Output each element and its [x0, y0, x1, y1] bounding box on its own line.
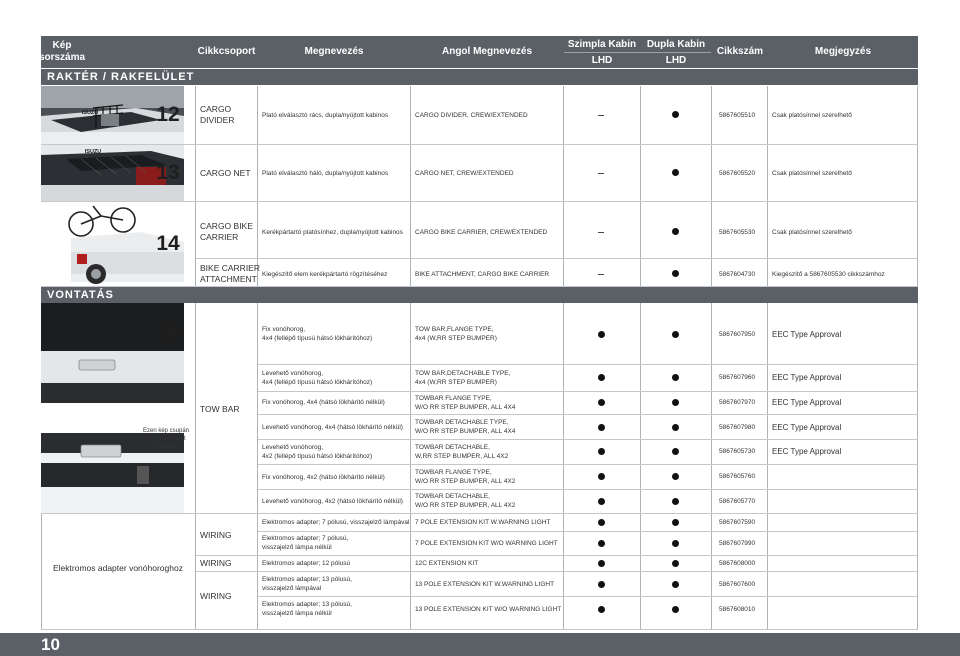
grid-line [257, 303, 258, 629]
electrical-name: Elektromos adapter; 12 pólusú [262, 560, 351, 567]
electrical-part: 5867607600 [719, 581, 756, 588]
electrical-name: Elektromos adapter; 7 pólusú, visszajelző lámpával [262, 519, 410, 526]
single-cab-dot [598, 399, 605, 406]
grid-line [640, 86, 641, 286]
single-cab-dot [598, 519, 605, 526]
cargo-remark: Kiegészítő a 5867605530 cikkszámhoz [772, 271, 885, 278]
towing-name: Levehető vonóhorog, 4x2 (hátsó lökhárító nélkül) [262, 498, 403, 505]
item-number-16: 16 [156, 322, 180, 345]
grid-line [410, 86, 411, 286]
header-english: Angol Megnevezés [441, 46, 533, 57]
grid-line [767, 86, 768, 286]
grid-line [767, 303, 768, 629]
electrical-name: Elektromos adapter; 7 pólusú, [262, 535, 349, 542]
electrical-english: 13 POLE EXTENSION KIT W.WARNING LIGHT [415, 581, 555, 588]
towing-name: Fix vonóhorog, 4x2 (hátsó lökhárító nélkül) [262, 474, 385, 481]
grid-line [410, 303, 411, 629]
grid-line [711, 86, 712, 286]
electrical-name-2: visszajelző lámpával [262, 585, 322, 592]
towing-part: 5867605760 [719, 473, 756, 480]
double-cab-dot [672, 228, 679, 235]
grid-line [258, 464, 918, 465]
grid-line [563, 303, 564, 629]
towing-name: Levehető vonóhorog, [262, 370, 324, 377]
grid-line [258, 489, 918, 490]
towing-name: Fix vonóhorog, [262, 326, 305, 333]
double-cab-dot [672, 399, 679, 406]
cargo-name: Kiegészítő elem kerékpártartó rögzítéséhez [262, 271, 388, 278]
electrical-name: Elektromos adapter; 13 pólusú, [262, 576, 352, 583]
cargo-english: BIKE ATTACHMENT, CARGO BIKE CARRIER [415, 271, 550, 278]
double-cab-dot [672, 331, 679, 338]
towing-part: 5867605730 [719, 448, 756, 455]
single-cab-dash [598, 115, 604, 116]
towing-english-2: W/O RR STEP BUMPER, ALL 4X2 [415, 478, 516, 485]
towing-english-2: W/O RR STEP BUMPER, ALL 4X4 [415, 404, 516, 411]
double-cab-dot [672, 448, 679, 455]
item-number-13: 13 [156, 161, 180, 184]
cargo-category: CARGO BIKE CARRIER [200, 221, 253, 242]
cargo-english: CARGO BIKE CARRIER, CREW/EXTENDED [415, 229, 548, 236]
cargo-part: 5867605530 [719, 229, 756, 236]
cargo-category: CARGO NET [200, 168, 251, 178]
towing-english-2: W/O RR STEP BUMPER, ALL 4X2 [415, 502, 516, 509]
wiring-category: WIRING [200, 530, 232, 540]
single-cab-dot [598, 606, 605, 613]
double-cab-dot [672, 540, 679, 547]
towing-name-2: 4x4 (fellépő típusú hátsó lökhárítóhoz) [262, 379, 373, 386]
towing-name: Levehető vonóhorog, 4x4 (hátsó lökhárító nélkül) [262, 424, 403, 431]
grid-line [41, 629, 918, 630]
cargo-english: CARGO DIVIDER, CREW/EXTENDED [415, 112, 528, 119]
electrical-english: 12C EXTENSION KIT [415, 560, 479, 567]
single-cab-dot [598, 424, 605, 431]
single-cab-dash [598, 274, 604, 275]
towing-english: TOW BAR,FLANGE TYPE, [415, 326, 494, 333]
header-photo: Kép sorszáma [38, 40, 86, 63]
electrical-part: 5867608010 [719, 606, 756, 613]
towing-english: TOWBAR DETACHABLE TYPE, [415, 419, 509, 426]
header-remarks: Megjegyzés [814, 46, 872, 57]
grid-line [258, 364, 918, 365]
electrical-english: 13 POLE EXTENSION KIT W/O WARNING LIGHT [415, 606, 562, 613]
cargo-category: CARGO DIVIDER [200, 104, 235, 125]
header-name: Megnevezés [304, 46, 364, 57]
grid-line [258, 439, 918, 440]
electrical-part: 5867608000 [719, 560, 756, 567]
page-number: 10 [41, 635, 60, 654]
header-lhd-single: LHD [591, 55, 613, 66]
item-number-12: 12 [156, 103, 180, 126]
header-single-cab: Szimpla Kabin [567, 39, 637, 50]
header-part-number: Cikkszám [716, 46, 764, 57]
electrical-group-label: Elektromos adapter vonóhoroghoz [53, 563, 183, 573]
towing-name: Levehető vonóhorog, [262, 444, 324, 451]
footer-bar [0, 633, 960, 656]
grid-line [41, 513, 918, 514]
towing-english-2: 4x4 (W,RR STEP BUMPER) [415, 379, 497, 386]
cargo-name: Plató elválasztó háló, dupla/nyújtott kabinos [262, 170, 389, 177]
cargo-part: 5867605520 [719, 170, 756, 177]
double-cab-dot [672, 560, 679, 567]
badge-text: ISUZU [81, 110, 99, 116]
towing-part: 5867607950 [719, 331, 756, 338]
double-cab-dot [672, 111, 679, 118]
electrical-name-2: visszajelző lámpa nélkül [262, 544, 332, 551]
grid-line [258, 414, 918, 415]
grid-line [41, 513, 42, 629]
grid-line [563, 86, 564, 286]
grid-line [196, 571, 918, 572]
double-cab-dot [672, 606, 679, 613]
grid-line [258, 596, 918, 597]
grid-line [640, 303, 641, 629]
towing-remark: EEC Type Approval [772, 330, 842, 339]
section-towing: VONTATÁS [41, 287, 918, 303]
cargo-english: CARGO NET, CREW/EXTENDED [415, 170, 514, 177]
towing-name-2: 4x4 (fellépő típusú hátsó lökhárítóhoz) [262, 335, 373, 342]
towing-english-2: 4x4 (W,RR STEP BUMPER) [415, 335, 497, 342]
cargo-part: 5867605510 [719, 112, 756, 119]
item-number-14: 14 [156, 232, 180, 255]
grid-line [195, 86, 196, 286]
electrical-name: Elektromos adapter; 13 pólusú, [262, 601, 352, 608]
single-cab-dash [598, 173, 604, 174]
towing-english-2: W/O RR STEP BUMPER, ALL 4X4 [415, 428, 516, 435]
header-category: Cikkcsoport [197, 46, 256, 57]
single-cab-dot [598, 498, 605, 505]
towing-english: TOWBAR FLANGE TYPE, [415, 469, 492, 476]
single-cab-dot [598, 374, 605, 381]
single-cab-dot [598, 448, 605, 455]
towing-name-2: 4x2 (fellépő típusú hátsó lökhárítóhoz) [262, 453, 373, 460]
single-cab-dot [598, 473, 605, 480]
cargo-remark: Csak platósínnel szerelhető [772, 112, 852, 119]
cargo-remark: Csak platósínnel szerelhető [772, 170, 852, 177]
grid-line [41, 286, 918, 287]
header-double-cab: Dupla Kabin [646, 39, 706, 50]
electrical-part: 5867607990 [719, 540, 756, 547]
electrical-english: 7 POLE EXTENSION KIT W/O WARNING LIGHT [415, 540, 558, 547]
double-cab-dot [672, 473, 679, 480]
double-cab-dot [672, 169, 679, 176]
towing-remark: EEC Type Approval [772, 423, 842, 432]
single-cab-dot [598, 560, 605, 567]
cargo-name: Kerékpártartó platósínhez, dupla/nyújtott kabinos [262, 229, 403, 236]
towing-english: TOWBAR DETACHABLE, [415, 444, 490, 451]
grid-line [257, 86, 258, 286]
towing-remark: EEC Type Approval [772, 398, 842, 407]
header-divider [564, 52, 711, 53]
cargo-category: BIKE CARRIER ATTACHMENT [200, 263, 260, 284]
towing-part: 5867607980 [719, 424, 756, 431]
double-cab-dot [672, 374, 679, 381]
towing-remark: EEC Type Approval [772, 447, 842, 456]
towing-remark: EEC Type Approval [772, 373, 842, 382]
double-cab-dot [672, 519, 679, 526]
single-cab-dot [598, 331, 605, 338]
single-cab-dash [598, 232, 604, 233]
electrical-name-2: visszajelző lámpa nélkül [262, 610, 332, 617]
grid-line [258, 391, 918, 392]
wiring-category: WIRING [200, 558, 232, 568]
towing-english: TOWBAR FLANGE TYPE, [415, 395, 492, 402]
towing-english-2: W,RR STEP BUMPER, ALL 4X2 [415, 453, 509, 460]
double-cab-dot [672, 424, 679, 431]
double-cab-dot [672, 581, 679, 588]
section-cargo: RAKTÉR / RAKFELÜLET [41, 69, 918, 85]
badge-text-lower: ISUZU [84, 149, 102, 155]
towing-part: 5867607960 [719, 374, 756, 381]
double-cab-dot [672, 498, 679, 505]
grid-line [196, 258, 918, 259]
cargo-remark: Csak platósínnel szerelhető [772, 229, 852, 236]
electrical-part: 5867607590 [719, 519, 756, 526]
grid-line [258, 531, 918, 532]
towing-part: 5867607970 [719, 399, 756, 406]
grid-line [917, 86, 918, 286]
towing-english: TOWBAR DETACHABLE, [415, 493, 490, 500]
tow-bar-category: TOW BAR [200, 404, 240, 414]
header-lhd-double: LHD [665, 55, 687, 66]
towing-name: Fix vonóhorog, 4x4 (hátsó lökhárító nélkül) [262, 399, 385, 406]
single-cab-dot [598, 581, 605, 588]
electrical-english: 7 POLE EXTENSION KIT W.WARNING LIGHT [415, 519, 551, 526]
grid-line [196, 555, 918, 556]
photo-note: Ezen kép csupán illusztrációként szolgál! [142, 428, 190, 450]
single-cab-dot [598, 540, 605, 547]
grid-line [195, 303, 196, 513]
grid-line [917, 303, 918, 629]
cargo-name: Plató elválasztó rács, dupla/nyújtott kabinos [262, 112, 389, 119]
towing-english: TOW BAR,DETACHABLE TYPE, [415, 370, 511, 377]
towing-part: 5867605770 [719, 498, 756, 505]
double-cab-dot [672, 270, 679, 277]
grid-line [711, 303, 712, 629]
wiring-category: WIRING [200, 591, 232, 601]
cargo-part: 5867604730 [719, 271, 756, 278]
